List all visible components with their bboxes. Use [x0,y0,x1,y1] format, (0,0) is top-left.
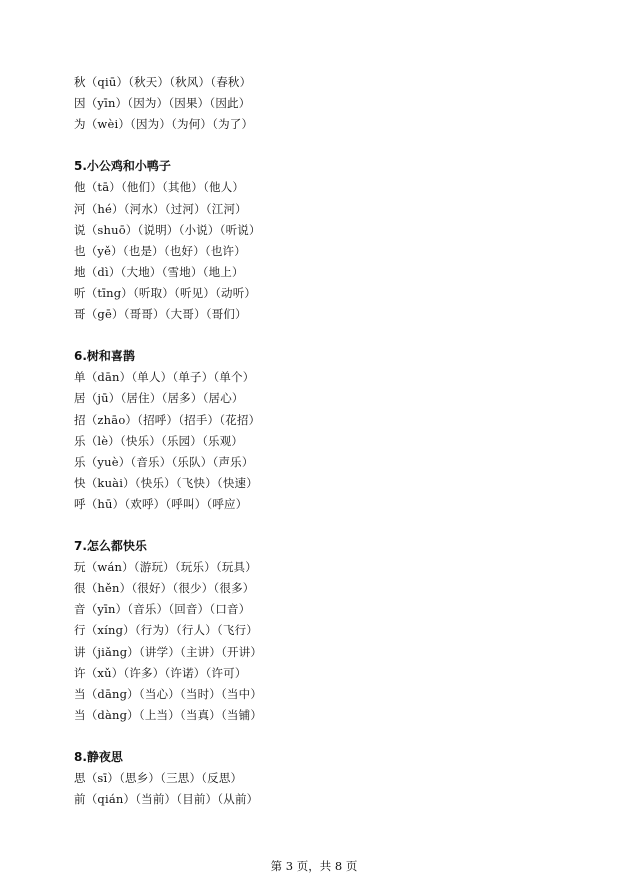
word-line: 玩（wán）（游玩）（玩乐）（玩具） [74,560,257,575]
word-line: 为（wèi）（因为）（为何）（为了） [74,117,254,132]
word-line: 讲（jiǎng）（讲学）（主讲）（开讲） [74,644,263,659]
word-line: 哥（gē）（哥哥）（大哥）（哥们） [74,307,247,322]
word-line: 行（xíng）（行为）（行人）（飞行） [74,623,258,638]
word-line: 居（jū）（居住）（居多）（居心） [74,391,244,406]
page-footer: 第 3 页，共 8 页 [270,859,358,873]
word-line: 音（yīn）（音乐）（回音）（口音） [74,602,251,617]
word-line: 前（qián）（当前）（目前）（从前） [74,792,259,807]
word-line: 当（dàng）（上当）（当真）（当铺） [74,707,263,722]
word-line: 地（dì）（大地）（雪地）（地上） [74,264,244,279]
section-title: 5.小公鸡和小鸭子 [74,159,171,174]
page-content [74,72,574,810]
word-line: 思（sī）（思乡）（三思）（反思） [74,771,243,786]
word-line: 许（xǔ）（许多）（许诺）（许可） [74,665,247,680]
section-title: 7.怎么都快乐 [74,539,147,554]
section-lesson-5 [74,156,574,325]
section-lesson-7 [74,536,574,726]
word-line: 河（hé）（河水）（过河）（江河） [74,201,247,216]
section-title: 6.树和喜鹊 [74,349,135,364]
word-line: 秋（qiū）（秋天）（秋风）（春秋） [74,75,252,89]
word-line: 招（zhāo）（招呼）（招手）（花招） [74,412,261,427]
word-line: 当（dāng）（当心）（当时）（当中） [74,686,263,701]
word-line: 听（tīng）（听取）（听见）（动听） [74,285,257,300]
section-title: 8.静夜思 [74,750,123,764]
word-line: 因（yīn）（因为）（因果）（因此） [74,96,251,111]
word-line: 也（yě）（也是）（也好）（也许） [74,243,246,258]
word-line: 快（kuài）（快乐）（飞快）（快速） [74,475,258,490]
top-lines [74,72,574,135]
section-lesson-8 [74,747,574,810]
word-line: 乐（yuè）（音乐）（乐队）（声乐） [74,454,254,469]
word-line: 呼（hū）（欢呼）（呼叫）（呼应） [74,496,248,511]
section-lesson-6 [74,346,574,515]
word-line: 很（hěn）（很好）（很少）（很多） [74,581,255,596]
word-line: 乐（lè）（快乐）（乐园）（乐观） [74,433,244,448]
word-line: 说（shuō）（说明）（小说）（听说） [74,222,261,237]
word-line: 单（dān）（单人）（单子）（单个） [74,370,255,385]
word-line: 他（tā）（他们）（其他）（他人） [74,180,245,195]
